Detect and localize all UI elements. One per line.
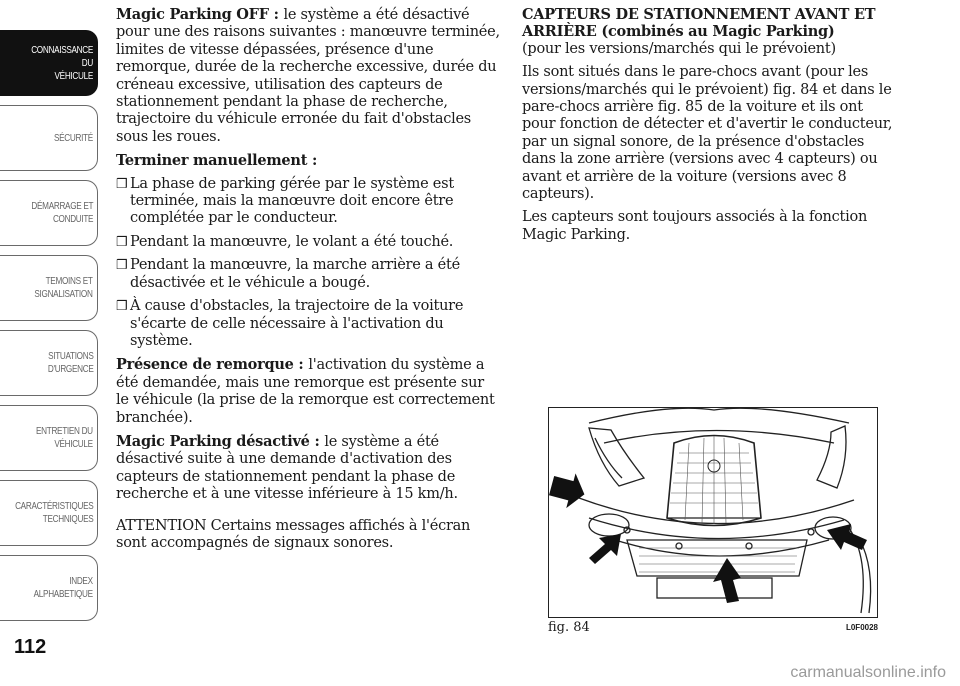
tab-label: CARACTÉRISTIQUES TECHNIQUES xyxy=(14,500,93,525)
list-item-text: Pendant la manœuvre, la marche arrière a été désactivée et le véhicule a bougé. xyxy=(130,257,460,291)
list-item xyxy=(116,234,500,251)
list-item xyxy=(116,257,500,292)
figure-label: fig. 84 xyxy=(548,619,590,635)
tab-label: SÉCURITÉ xyxy=(54,131,93,144)
watermark: carmanualsonline.info xyxy=(790,664,946,681)
term-label: Présence de remorque : xyxy=(116,356,309,374)
tab-situations-d-urgence[interactable] xyxy=(0,330,98,396)
paragraph-text: le système a été désactivé pour une des raisons suivantes : manœuvre terminée, limites de vitesse dépassées, présence d'une remorque, durée de la recherche excessive, durée du créneau excessive, utilisation des capteurs de stationnement pendant la phase de recherche, trajectoire du véhicule erronée du fait d'obstacles sous les roues. xyxy=(116,7,500,145)
sensors-paragraph: Ils sont situés dans le pare-chocs avant (pour les versions/marchés qui le prévoient) fig. 84 et dans le pare-chocs arrière fig. 85 de la voiture et ils ont pour fonction de détecter et d'avertir le conducteur, par un signal sonore, de la présence d'obstacles dans la zone arrière (versions avec 4 capteurs) ou avant et arrière de la voiture (versions avec 8 capteurs). xyxy=(522,64,893,203)
arrow-icon xyxy=(589,534,621,564)
paragraph-text: l'activation du système a été demandée, mais une remorque est présente sur le véhicule (la prise de la remorque est correctement branchée). xyxy=(116,357,495,426)
tab-label: TEMOINS ET SIGNALISATION xyxy=(34,275,93,300)
sensors-paragraph-2: Les capteurs sont toujours associés à la fonction Magic Parking. xyxy=(522,209,868,243)
car-front-illustration xyxy=(549,408,878,618)
arrow-icon xyxy=(827,524,867,550)
tab-caracteristiques-techniques[interactable] xyxy=(0,480,98,546)
list-item-text: À cause d'obstacles, la trajectoire de la voiture s'écarte de celle nécessaire à l'activation du système. xyxy=(130,298,464,349)
paragraph-magic-parking-disabled xyxy=(116,433,500,504)
paragraph-magic-parking-off xyxy=(116,6,500,146)
tab-label: INDEX ALPHABETIQUE xyxy=(33,575,93,600)
tab-label: ENTRETIEN DU VÉHICULE xyxy=(36,425,93,450)
list-item-text: Pendant la manœuvre, le volant a été touché. xyxy=(130,233,454,250)
arrow-icon xyxy=(713,558,741,603)
tab-label: DÉMARRAGE ET CONDUITE xyxy=(31,200,93,225)
checkbox-bullet-icon: ❒ xyxy=(116,299,128,315)
tab-securite[interactable] xyxy=(0,105,98,171)
checkbox-bullet-icon: ❒ xyxy=(116,234,128,250)
tab-label: CONNAISSANCE DU VÉHICULE xyxy=(31,43,93,82)
attention-note: ATTENTION Certains messages affichés à l'écran sont accompagnés de signaux sonores. xyxy=(116,517,471,551)
checkbox-bullet-icon: ❒ xyxy=(116,176,128,192)
figure-code: L0F0028 xyxy=(845,622,878,632)
manual-end-heading: Terminer manuellement : xyxy=(116,152,318,170)
figure-front-bumper xyxy=(548,407,878,618)
term-label: Magic Parking désactivé : xyxy=(116,432,325,450)
section-heading: CAPTEURS DE STATIONNEMENT AVANT ET ARRIÈRE (combinés au Magic Parking) xyxy=(522,6,876,41)
tab-demarrage-et-conduite[interactable] xyxy=(0,180,98,246)
tab-temoins-et-signalisation[interactable] xyxy=(0,255,98,321)
left-column xyxy=(116,6,500,558)
term-label: Magic Parking OFF : xyxy=(116,6,284,23)
page-number: 112 xyxy=(14,636,47,658)
tab-connaissance-du-vehicule[interactable] xyxy=(0,30,98,96)
tab-index-alphabetique[interactable] xyxy=(0,555,98,621)
list-item-text: La phase de parking gérée par le système est terminée, mais la manœuvre doit encore être complétée par le conducteur. xyxy=(130,175,454,227)
paragraph-text: le système a été désactivé suite à une demande d'activation des capteurs de stationnement pendant la phase de recherche et à une vitesse inférieure à 15 km/h. xyxy=(116,433,458,503)
tab-label: SITUATIONS D'URGENCE xyxy=(47,350,93,375)
paragraph-trailer xyxy=(116,356,500,427)
section-subheading: (pour les versions/marchés qui le prévoient) xyxy=(522,40,836,57)
right-column xyxy=(522,6,894,250)
list-item xyxy=(116,298,500,350)
figure-caption xyxy=(548,620,878,634)
tab-entretien-du-vehicule[interactable] xyxy=(0,405,98,471)
arrow-icon xyxy=(549,468,589,512)
checkbox-bullet-icon: ❒ xyxy=(116,258,128,274)
list-item xyxy=(116,176,500,228)
